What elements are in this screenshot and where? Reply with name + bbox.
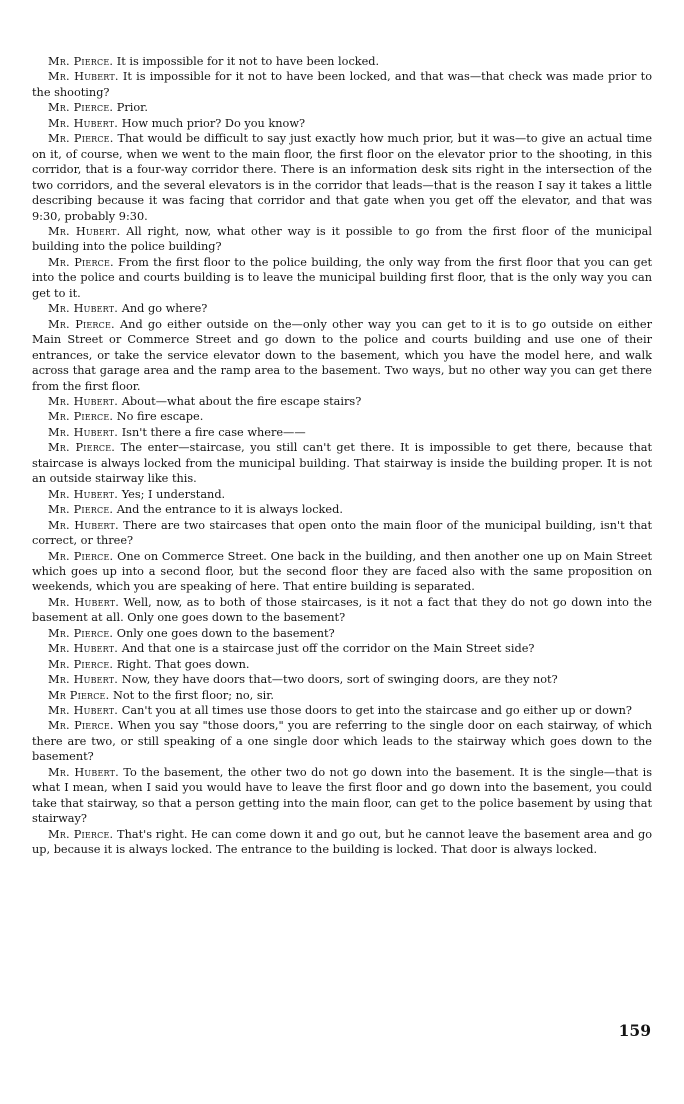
- speech-text: Right. That goes down.: [116, 657, 250, 671]
- speaker-name: Mr. Pierce.: [48, 132, 114, 146]
- testimony-paragraph: [32, 317, 652, 394]
- testimony-paragraph: [32, 131, 652, 224]
- speech-text: To the basement, the other two do not go down into the basement. It is the single—that is what I mean, when I said you would have to leave the first floor and go down into the basement, you could take that stairway, so that a person getting into the main floor, can get to the police basement by using that stairway?: [32, 765, 653, 826]
- testimony-text: [32, 54, 652, 858]
- speech-text: That's right. He can come down it and go out, but he cannot leave the basement area and go up, because it is always locked. The entrance to the building is locked. That door is always locked.: [32, 827, 652, 857]
- testimony-paragraph: [32, 394, 652, 409]
- speaker-name: Mr. Hubert.: [48, 595, 120, 609]
- testimony-paragraph: [32, 116, 652, 131]
- page-number: 159: [618, 1021, 651, 1040]
- speech-text: From the first floor to the police building, the only way from the first floor that you can get into the police and courts building is to leave the municipal building first floor, that is the only way you can get to it.: [32, 255, 653, 300]
- speaker-name: Mr. Pierce.: [48, 719, 114, 733]
- speaker-name: Mr. Hubert.: [48, 765, 119, 779]
- speech-text: And that one is a staircase just off the corridor on the Main Street side?: [121, 642, 535, 656]
- speech-text: Well, now, as to both of those staircases, is it not a fact that they do not go down into the basement at all. Only one goes down to the basement?: [32, 595, 652, 625]
- speech-text: Can't you at all times use those doors to get into the staircase and go either up or down?: [121, 704, 632, 718]
- speaker-name: Mr. Hubert.: [48, 224, 121, 238]
- speaker-name: Mr. Hubert.: [48, 642, 119, 656]
- testimony-paragraph: [32, 595, 652, 626]
- testimony-paragraph: [32, 703, 652, 718]
- speech-text: Only one goes down to the basement?: [116, 626, 335, 640]
- speaker-name: Mr. Pierce.: [48, 255, 114, 269]
- speaker-name: Mr. Pierce.: [48, 55, 114, 68]
- testimony-paragraph: [32, 100, 652, 115]
- testimony-paragraph: [32, 301, 652, 316]
- testimony-paragraph: [32, 425, 652, 440]
- testimony-paragraph: [32, 255, 652, 301]
- speech-text: It is impossible for it not to have been locked, and that was—that check was made prior to the shooting?: [32, 70, 652, 99]
- speech-text: It is impossible for it not to have been locked.: [116, 55, 380, 68]
- testimony-paragraph: [32, 718, 652, 764]
- speaker-name: Mr. Pierce.: [48, 827, 114, 841]
- speech-text: All right, now, what other way is it possible to go from the first floor of the municipal building into the police building?: [32, 224, 652, 254]
- speaker-name: Mr Pierce.: [48, 688, 110, 702]
- testimony-paragraph: [32, 440, 652, 486]
- testimony-paragraph: [32, 69, 652, 100]
- testimony-paragraph: [32, 626, 652, 641]
- testimony-paragraph: [32, 688, 652, 703]
- speaker-name: Mr. Pierce.: [48, 626, 114, 640]
- speech-text: There are two staircases that open onto the main floor of the municipal building, isn't that correct, or three?: [32, 518, 652, 548]
- speech-text: About—what about the fire escape stairs?: [121, 394, 362, 408]
- speaker-name: Mr. Pierce.: [48, 657, 114, 671]
- testimony-paragraph: [32, 827, 652, 858]
- speaker-name: Mr. Hubert.: [48, 116, 119, 130]
- speaker-name: Mr. Pierce.: [48, 549, 114, 563]
- speaker-name: Mr. Pierce.: [48, 441, 116, 455]
- speech-text: And go either outside on the—only other way you can get to it is to go outside on either Main Street or Commerce Street and go down to the police and courts building and use one of their entrances, or take the service elevator down to the basement, which you have the model here, and walk across that garage area and the ramp area to the basement. Two ways, but no other way you can get there from the first floor.: [32, 317, 653, 393]
- speech-text: Isn't there a fire case where——: [121, 425, 306, 439]
- testimony-paragraph: [32, 487, 652, 502]
- speech-text: When you say "those doors," you are referring to the single door on each stairway, of which there are two, or still speaking of a one single door which leads to the stairway which goes down to the basement?: [32, 719, 652, 764]
- testimony-paragraph: [32, 765, 652, 827]
- speaker-name: Mr. Hubert.: [48, 673, 119, 687]
- speech-text: Yes; I understand.: [121, 487, 226, 501]
- testimony-paragraph: [32, 518, 652, 549]
- testimony-paragraph: [32, 54, 652, 69]
- speech-text: Not to the first floor; no, sir.: [112, 688, 275, 702]
- speech-text: One on Commerce Street. One back in the building, and then another one up on Main Street which goes up into a second floor, but the second floor they are faced also with the same proposition on weekends, which you are speaking of here. That entire building is separated.: [32, 549, 652, 594]
- speech-text: And the entrance to it is always locked.: [116, 503, 343, 517]
- testimony-paragraph: [32, 409, 652, 424]
- speaker-name: Mr. Hubert.: [48, 704, 119, 718]
- speaker-name: Mr. Pierce.: [48, 101, 114, 115]
- speech-text: How much prior? Do you know?: [121, 116, 306, 130]
- speech-text: No fire escape.: [116, 410, 204, 424]
- speaker-name: Mr. Hubert.: [48, 518, 119, 532]
- speaker-name: Mr. Pierce.: [48, 410, 114, 424]
- speech-text: The enter—staircase, you still can't get there. It is impossible to get there, because that staircase is always locked from the municipal building. That stairway is inside the building proper. It is not an outside stairway like this.: [32, 441, 652, 486]
- speaker-name: Mr. Hubert.: [48, 394, 119, 408]
- speaker-name: Mr. Hubert.: [48, 487, 119, 501]
- testimony-paragraph: [32, 502, 652, 517]
- speech-text: Prior.: [116, 101, 148, 115]
- speech-text: And go where?: [121, 302, 208, 316]
- testimony-paragraph: [32, 657, 652, 672]
- speaker-name: Mr. Pierce.: [48, 503, 114, 517]
- testimony-paragraph: [32, 549, 652, 595]
- speaker-name: Mr. Hubert.: [48, 425, 119, 439]
- speech-text: Now, they have doors that—two doors, sort of swinging doors, are they not?: [121, 673, 558, 687]
- speaker-name: Mr. Pierce.: [48, 317, 115, 331]
- speech-text: That would be difficult to say just exactly how much prior, but it was—to give an actual time on it, of course, when we went to the main floor, the first floor on the elevator prior to the shooting, in this corridor, that is a four-way corridor there. There is an information desk sits right in the intersection of the two corridors, and the several elevators is in the corridor that leads—that is the reason I say it takes a little describing because it was facing that corridor and that gate when you get off the elevator, and that was 9:30, probably 9:30.: [32, 132, 652, 223]
- testimony-paragraph: [32, 641, 652, 656]
- speaker-name: Mr. Hubert.: [48, 70, 119, 84]
- testimony-paragraph: [32, 672, 652, 687]
- testimony-paragraph: [32, 224, 652, 255]
- speaker-name: Mr. Hubert.: [48, 302, 119, 316]
